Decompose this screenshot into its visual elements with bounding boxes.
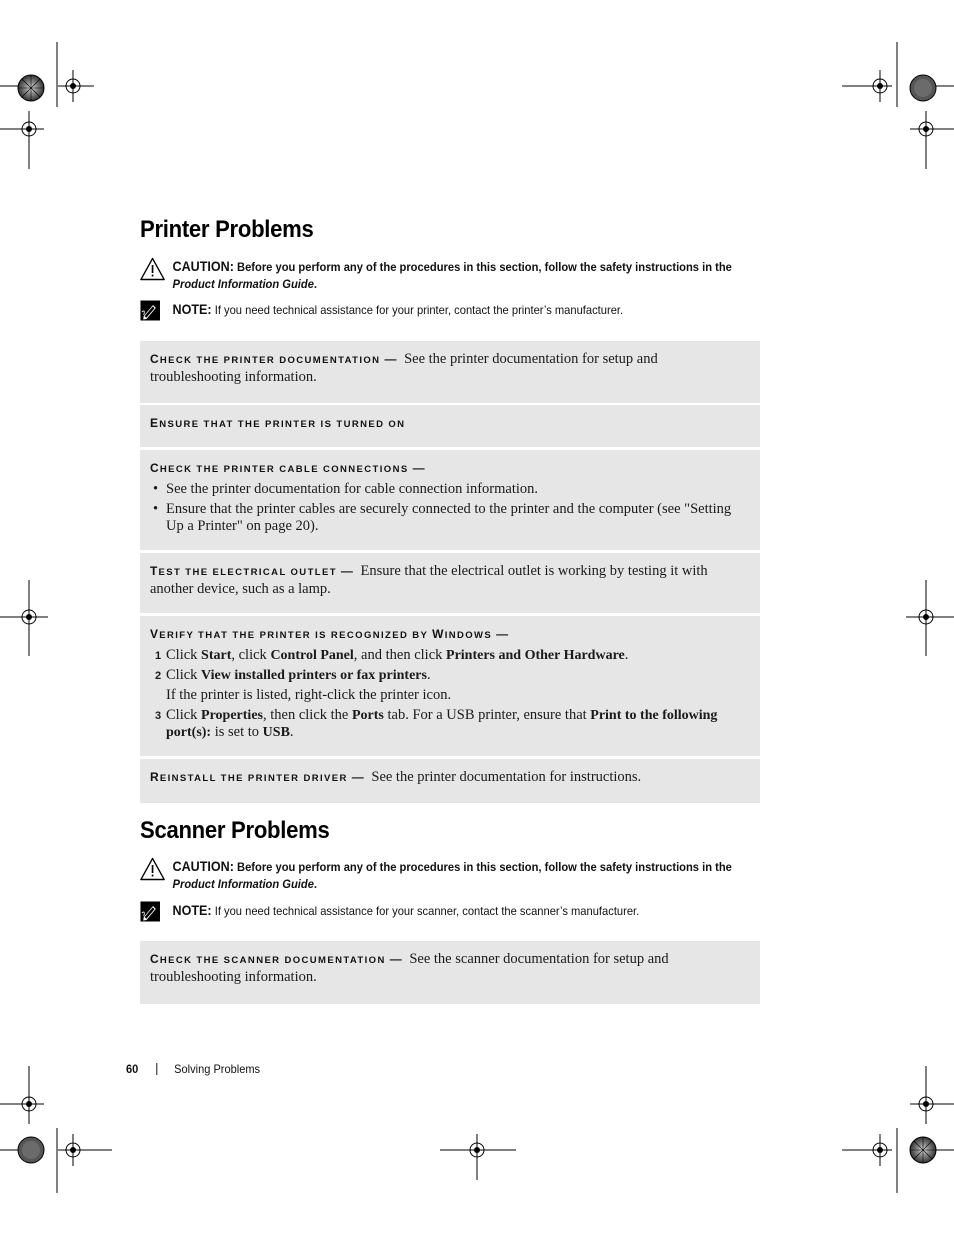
caution-label: CAUTION:: [172, 859, 234, 874]
ui-term: Start: [201, 648, 232, 663]
registration-target-icon: [842, 70, 898, 102]
troubleshoot-box: CHECK THE PRINTER CABLE CONNECTIONS — • See the printer documentation for cable connection information. • Ensure that the printer cables are securely connected to the printer and the computer (see "Setting Up a Printer" on page 20).: [140, 450, 760, 550]
color-wheel-icon: [17, 74, 45, 102]
caution-label: CAUTION:: [172, 259, 234, 274]
caution-end: .: [313, 877, 318, 891]
step-list: [150, 647, 750, 741]
pencil-note-icon: [140, 901, 160, 927]
registration-target-icon: [0, 111, 48, 169]
ui-term: View installed printers or fax printers: [201, 668, 427, 683]
registration-target-icon: [440, 1134, 516, 1180]
warning-triangle-icon: [140, 257, 165, 286]
scanner-note: [140, 902, 772, 920]
note-text: If you need technical assistance for your scanner, contact the scanner’s manufacturer.: [214, 904, 640, 918]
ui-term: Properties: [201, 708, 263, 723]
troubleshoot-box: VERIFY THAT THE PRINTER IS RECOGNIZED BY WINDOWS — 1 Click Start, click Control Panel, and then click Printers and Other Hardware. 2 Click View installed printers or fax printers. If the printer is listed, right-click the printer icon. 3 Click Properties, then click the Ports tab. For a USB printer, ensure that Print to the following port(s): is set to USB.: [140, 616, 760, 756]
box-heading: ENSURE THAT THE PRINTER IS TURNED ON: [150, 416, 406, 430]
scanner-problems-title: Scanner Problems: [140, 817, 330, 844]
list-item: 2 Click View installed printers or fax printers.: [155, 667, 431, 683]
troubleshoot-box: CHECK THE PRINTER DOCUMENTATION — See the printer documentation for setup and troubleshooting information.: [140, 341, 760, 403]
list-item: 1 Click Start, click Control Panel, and then click Printers and Other Hardware.: [155, 647, 629, 663]
ui-term: Ports: [351, 708, 384, 723]
box-heading: CHECK THE PRINTER CABLE CONNECTIONS: [150, 461, 409, 475]
registration-target-icon: [906, 1066, 954, 1124]
registration-target-icon: [906, 580, 954, 656]
troubleshoot-box: CHECK THE SCANNER DOCUMENTATION — See the scanner documentation for setup and troubleshooting information.: [140, 941, 760, 1004]
note-label: NOTE:: [172, 903, 212, 918]
ui-term: Print to the following port(s):: [166, 708, 718, 740]
ui-term: Control Panel: [270, 648, 354, 663]
box-body: Ensure that the electrical outlet is working by testing it with another device, such as a lamp.: [150, 563, 708, 597]
color-wheel-icon: [17, 1136, 45, 1164]
caution-doc-title: Product Information Guide: [172, 277, 314, 291]
box-heading: REINSTALL THE PRINTER DRIVER: [150, 770, 348, 784]
box-body: See the printer documentation for instructions.: [371, 769, 642, 785]
footer-divider: [157, 1063, 158, 1075]
troubleshoot-box: REINSTALL THE PRINTER DRIVER — See the printer documentation for instructions.: [140, 759, 760, 803]
registration-target-icon: [842, 1134, 898, 1166]
troubleshoot-box: [140, 405, 760, 447]
ui-term: USB: [262, 725, 290, 740]
registration-target-icon: [58, 1134, 112, 1166]
printer-problems-title: Printer Problems: [140, 216, 314, 243]
color-wheel-icon: [909, 1136, 937, 1164]
registration-target-icon: [58, 70, 94, 102]
bullet-icon: •: [153, 501, 159, 517]
list-item: • Ensure that the printer cables are securely connected to the printer and the computer (see "Setting Up a Printer" on page 20).: [153, 501, 732, 534]
page-number: 60: [126, 1062, 139, 1076]
bullet-icon: •: [153, 481, 159, 497]
box-heading: TEST THE ELECTRICAL OUTLET: [150, 564, 337, 578]
note-text: If you need technical assistance for your printer, contact the printer’s manufacturer.: [214, 303, 624, 317]
troubleshoot-box: TEST THE ELECTRICAL OUTLET — Ensure that the electrical outlet is working by testing it with another device, such as a lamp.: [140, 553, 760, 613]
pencil-note-icon: [140, 300, 160, 326]
box-heading: CHECK THE SCANNER DOCUMENTATION: [150, 952, 386, 966]
page-footer: [126, 1062, 260, 1076]
chapter-title: Solving Problems: [174, 1062, 261, 1076]
caution-end: .: [313, 277, 318, 291]
bullet-list: [150, 481, 750, 535]
box-heading: VERIFY THAT THE PRINTER IS RECOGNIZED BY WINDOWS: [150, 627, 493, 641]
color-wheel-icon: [909, 74, 937, 102]
scanner-caution: [140, 858, 772, 893]
note-label: NOTE:: [172, 302, 212, 317]
registration-target-icon: [0, 1066, 48, 1124]
list-item: 3 Click Properties, then click the Ports tab. For a USB printer, ensure that Print to the following port(s): is set to USB.: [155, 707, 718, 740]
registration-target-icon: [0, 580, 48, 656]
caution-text: Before you perform any of the procedures in this section, follow the safety instructions in the: [237, 860, 732, 874]
box-body: See the scanner documentation for setup and troubleshooting information.: [150, 951, 669, 985]
registration-target-icon: [906, 111, 954, 169]
caution-text: Before you perform any of the procedures in this section, follow the safety instructions in the: [237, 260, 732, 274]
printer-caution: [140, 258, 772, 293]
ui-term: Printers and Other Hardware: [446, 648, 625, 663]
step-subtext: If the printer is listed, right-click the printer icon.: [166, 687, 452, 703]
caution-doc-title: Product Information Guide: [172, 877, 314, 891]
box-body: See the printer documentation for setup and troubleshooting information.: [150, 351, 658, 385]
box-heading: CHECK THE PRINTER DOCUMENTATION: [150, 352, 381, 366]
printer-note: [140, 301, 772, 319]
list-item: • See the printer documentation for cable connection information.: [153, 481, 539, 497]
warning-triangle-icon: [140, 857, 165, 886]
